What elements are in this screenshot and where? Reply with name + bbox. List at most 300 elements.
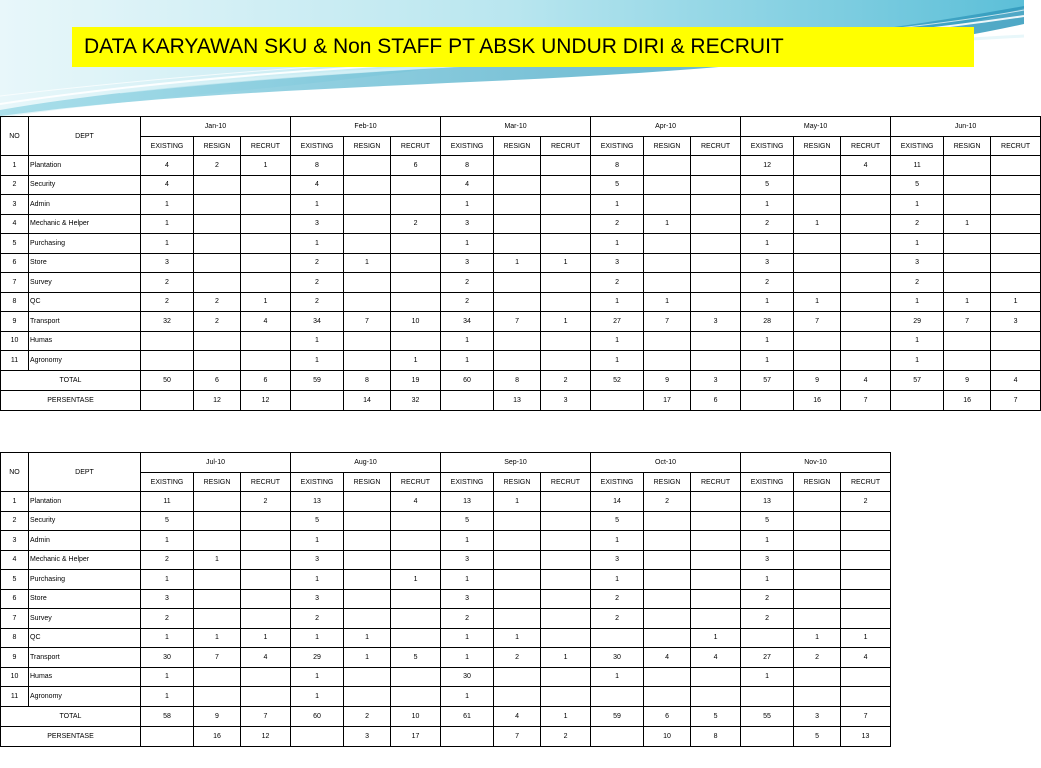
data-cell: 2 [194,156,241,176]
data-cell [494,667,541,687]
data-cell [494,589,541,609]
data-cell [391,234,441,254]
data-cell [691,331,741,351]
subheader-existing: EXISTING [741,137,794,156]
subheader-resign: RESIGN [944,137,991,156]
dept-name: Purchasing [29,570,141,590]
data-cell [141,351,194,371]
persentase-cell: 12 [241,390,291,410]
data-cell: 1 [591,531,644,551]
data-cell: 1 [494,253,541,273]
data-cell: 1 [591,195,644,215]
data-cell [241,589,291,609]
data-cell [541,214,591,234]
data-cell: 3 [741,253,794,273]
data-cell [644,589,691,609]
data-cell [541,195,591,215]
data-cell [691,550,741,570]
subheader-recruit: RECRUT [541,137,591,156]
row-number: 5 [1,234,29,254]
data-cell [944,351,991,371]
month-header: Apr-10 [591,117,741,137]
row-number: 9 [1,312,29,332]
data-cell: 1 [794,292,841,312]
subheader-existing: EXISTING [591,137,644,156]
data-cell [241,214,291,234]
data-cell [494,550,541,570]
table-row [1,667,891,687]
data-cell: 1 [291,195,344,215]
data-cell [344,351,391,371]
data-cell [194,511,241,531]
data-cell: 2 [644,492,691,512]
data-cell [794,589,841,609]
data-cell [541,273,591,293]
data-cell [344,667,391,687]
total-cell: 2 [541,370,591,390]
total-cell: 59 [591,706,644,726]
data-cell [691,609,741,629]
subheader-resign: RESIGN [344,137,391,156]
data-cell [691,273,741,293]
data-cell: 5 [291,511,344,531]
data-cell: 1 [741,195,794,215]
data-cell [391,331,441,351]
persentase-cell: 3 [344,726,391,746]
total-label: TOTAL [1,370,141,390]
data-cell: 7 [644,312,691,332]
data-cell: 1 [291,351,344,371]
data-cell: 1 [291,531,344,551]
data-cell: 5 [741,175,794,195]
persentase-cell [291,390,344,410]
data-cell [194,214,241,234]
subheader-resign: RESIGN [644,137,691,156]
table-row [1,273,1041,293]
dept-name: Plantation [29,156,141,176]
persentase-cell [741,390,794,410]
employee-table-jan-jun [0,116,1041,411]
data-cell [991,273,1041,293]
data-cell [644,570,691,590]
data-cell: 11 [891,156,944,176]
data-cell: 1 [741,351,794,371]
data-cell: 13 [441,492,494,512]
table-row [1,234,1041,254]
data-cell [241,570,291,590]
data-cell: 3 [891,253,944,273]
data-cell: 34 [441,312,494,332]
data-cell [541,531,591,551]
persentase-cell: 16 [194,726,241,746]
subheader-existing: EXISTING [291,473,344,492]
data-cell: 1 [891,234,944,254]
data-cell [644,253,691,273]
subheader-resign: RESIGN [494,137,541,156]
data-cell [391,292,441,312]
data-cell [344,234,391,254]
table-row [1,253,1041,273]
data-cell [194,175,241,195]
data-cell: 2 [741,273,794,293]
data-cell: 29 [291,648,344,668]
data-cell [241,273,291,293]
data-cell [644,175,691,195]
total-cell: 52 [591,370,644,390]
data-cell [841,511,891,531]
data-cell [794,531,841,551]
table-row [1,292,1041,312]
data-cell [644,550,691,570]
data-cell [344,273,391,293]
data-cell: 12 [741,156,794,176]
persentase-cell: 13 [494,390,541,410]
dept-name: Humas [29,331,141,351]
data-cell [644,195,691,215]
table-row [1,648,891,668]
row-number: 11 [1,687,29,707]
data-cell [591,628,644,648]
data-cell: 1 [344,628,391,648]
data-cell [691,292,741,312]
dept-name: Admin [29,531,141,551]
dept-name: Mechanic & Helper [29,550,141,570]
persentase-cell [141,726,194,746]
data-cell: 1 [944,292,991,312]
data-cell [241,253,291,273]
subheader-recruit: RECRUT [991,137,1041,156]
data-cell: 4 [441,175,494,195]
data-cell [644,667,691,687]
data-cell: 1 [441,195,494,215]
data-cell: 3 [991,312,1041,332]
data-cell: 28 [741,312,794,332]
data-cell [344,195,391,215]
header-dept: DEPT [29,117,141,156]
table-row [1,511,891,531]
total-cell: 55 [741,706,794,726]
data-cell [194,570,241,590]
data-cell: 1 [441,570,494,590]
total-cell: 9 [794,370,841,390]
data-cell: 1 [291,331,344,351]
data-cell [794,331,841,351]
data-cell [541,687,591,707]
subheader-recruit: RECRUT [391,137,441,156]
persentase-cell: 17 [391,726,441,746]
data-cell [541,550,591,570]
data-cell [391,175,441,195]
data-cell: 1 [741,531,794,551]
data-cell [841,253,891,273]
table-row [1,156,1041,176]
data-cell: 5 [741,511,794,531]
data-cell [794,492,841,512]
data-cell: 5 [591,175,644,195]
data-cell [644,511,691,531]
data-cell: 2 [291,273,344,293]
data-cell: 13 [741,492,794,512]
data-cell: 1 [691,628,741,648]
dept-name: Humas [29,667,141,687]
data-cell: 1 [991,292,1041,312]
data-cell [391,550,441,570]
total-cell: 4 [494,706,541,726]
data-cell: 2 [441,292,494,312]
data-cell: 1 [141,628,194,648]
row-number: 7 [1,273,29,293]
data-cell [541,570,591,590]
data-cell: 4 [241,648,291,668]
table-row [1,492,891,512]
subheader-existing: EXISTING [441,473,494,492]
total-row [1,370,1041,390]
total-cell: 7 [241,706,291,726]
persentase-cell: 8 [691,726,741,746]
persentase-cell [291,726,344,746]
data-cell [794,234,841,254]
data-cell: 3 [741,550,794,570]
data-cell: 27 [741,648,794,668]
data-cell: 2 [794,648,841,668]
data-cell [241,195,291,215]
data-cell: 2 [291,292,344,312]
table-row [1,687,891,707]
data-cell: 30 [141,648,194,668]
data-cell: 2 [291,253,344,273]
subheader-resign: RESIGN [794,137,841,156]
data-cell [344,687,391,707]
subheader-recruit: RECRUT [241,473,291,492]
month-header: Nov-10 [741,453,891,473]
data-cell [541,492,591,512]
data-cell [991,175,1041,195]
data-cell: 1 [591,667,644,687]
data-cell: 1 [194,628,241,648]
data-cell [194,331,241,351]
persentase-cell: 32 [391,390,441,410]
subheader-recruit: RECRUT [691,473,741,492]
dept-name: QC [29,628,141,648]
data-cell [691,589,741,609]
data-cell [794,253,841,273]
data-cell: 1 [141,667,194,687]
data-cell [391,609,441,629]
data-cell [541,628,591,648]
data-cell [391,253,441,273]
month-header: May-10 [741,117,891,137]
data-cell: 1 [591,351,644,371]
subheader-existing: EXISTING [141,137,194,156]
row-number: 3 [1,531,29,551]
data-cell: 2 [241,492,291,512]
month-header: Oct-10 [591,453,741,473]
data-cell [494,331,541,351]
data-cell: 2 [391,214,441,234]
table-row [1,351,1041,371]
month-header: Jun-10 [891,117,1041,137]
data-cell [691,195,741,215]
data-cell: 2 [291,609,344,629]
data-cell [344,214,391,234]
persentase-cell [591,726,644,746]
month-header: Jan-10 [141,117,291,137]
data-cell [541,589,591,609]
data-cell: 3 [291,550,344,570]
data-cell [944,234,991,254]
data-cell [991,234,1041,254]
data-cell [841,609,891,629]
persentase-cell: 13 [841,726,891,746]
subheader-recruit: RECRUT [691,137,741,156]
data-cell [794,511,841,531]
data-cell [494,214,541,234]
subheader-recruit: RECRUT [541,473,591,492]
table-row [1,570,891,590]
persentase-cell: 17 [644,390,691,410]
total-cell: 4 [841,370,891,390]
data-cell: 3 [441,253,494,273]
data-cell [794,687,841,707]
subheader-existing: EXISTING [741,473,794,492]
data-cell [391,195,441,215]
data-cell: 1 [841,628,891,648]
data-cell: 6 [391,156,441,176]
data-cell: 3 [441,550,494,570]
data-cell [794,195,841,215]
data-cell [944,175,991,195]
month-header: Sep-10 [441,453,591,473]
data-cell [794,550,841,570]
data-cell: 1 [794,214,841,234]
data-cell: 1 [494,492,541,512]
data-cell [194,687,241,707]
data-cell: 1 [241,156,291,176]
total-cell: 1 [541,706,591,726]
data-cell [541,331,591,351]
data-cell: 1 [591,331,644,351]
subheader-resign: RESIGN [194,137,241,156]
data-cell: 1 [141,234,194,254]
total-cell: 9 [944,370,991,390]
data-cell: 4 [841,156,891,176]
data-cell: 7 [794,312,841,332]
row-number: 11 [1,351,29,371]
data-cell [344,175,391,195]
subheader-existing: EXISTING [891,137,944,156]
total-cell: 58 [141,706,194,726]
data-cell [241,531,291,551]
data-cell [194,195,241,215]
data-cell: 1 [541,253,591,273]
data-cell: 29 [891,312,944,332]
data-cell: 1 [291,570,344,590]
data-cell: 2 [741,609,794,629]
data-cell: 3 [591,550,644,570]
data-cell [691,531,741,551]
row-number: 9 [1,648,29,668]
data-cell: 4 [644,648,691,668]
data-cell [194,351,241,371]
total-cell: 61 [441,706,494,726]
total-row [1,706,891,726]
data-cell: 4 [141,175,194,195]
data-cell: 1 [591,292,644,312]
data-cell: 13 [291,492,344,512]
data-cell: 30 [591,648,644,668]
total-cell: 9 [644,370,691,390]
dept-name: Security [29,511,141,531]
data-cell: 4 [691,648,741,668]
data-cell: 1 [441,234,494,254]
data-cell [691,492,741,512]
data-cell [391,531,441,551]
data-cell [841,550,891,570]
data-cell [691,351,741,371]
row-number: 1 [1,156,29,176]
persentase-cell: 14 [344,390,391,410]
dept-name: Store [29,253,141,273]
persentase-cell [891,390,944,410]
data-cell: 1 [291,628,344,648]
data-cell: 4 [241,312,291,332]
data-cell: 3 [591,253,644,273]
persentase-cell: 7 [494,726,541,746]
total-cell: 7 [841,706,891,726]
data-cell [841,667,891,687]
data-cell [241,609,291,629]
data-cell: 7 [494,312,541,332]
subheader-existing: EXISTING [441,137,494,156]
total-cell: 10 [391,706,441,726]
data-cell [794,609,841,629]
data-cell: 2 [741,589,794,609]
data-cell: 2 [591,214,644,234]
data-cell: 1 [891,351,944,371]
data-cell [841,351,891,371]
data-cell [644,273,691,293]
data-cell: 1 [541,312,591,332]
data-cell [194,589,241,609]
data-cell: 14 [591,492,644,512]
total-cell: 8 [344,370,391,390]
persentase-label: PERSENTASE [1,390,141,410]
data-cell: 1 [741,667,794,687]
persentase-cell [741,726,794,746]
data-cell: 11 [141,492,194,512]
row-number: 6 [1,589,29,609]
data-cell [991,195,1041,215]
row-number: 3 [1,195,29,215]
data-cell: 3 [291,214,344,234]
data-cell [194,609,241,629]
data-cell: 1 [441,648,494,668]
subheader-recruit: RECRUT [841,473,891,492]
row-number: 8 [1,628,29,648]
data-cell [691,234,741,254]
data-cell [241,550,291,570]
dept-name: Security [29,175,141,195]
subheader-recruit: RECRUT [391,473,441,492]
data-cell [344,550,391,570]
data-cell [644,234,691,254]
data-cell: 1 [241,292,291,312]
data-cell [944,253,991,273]
data-cell [644,351,691,371]
data-cell [841,273,891,293]
dept-name: Survey [29,609,141,629]
data-cell: 4 [141,156,194,176]
